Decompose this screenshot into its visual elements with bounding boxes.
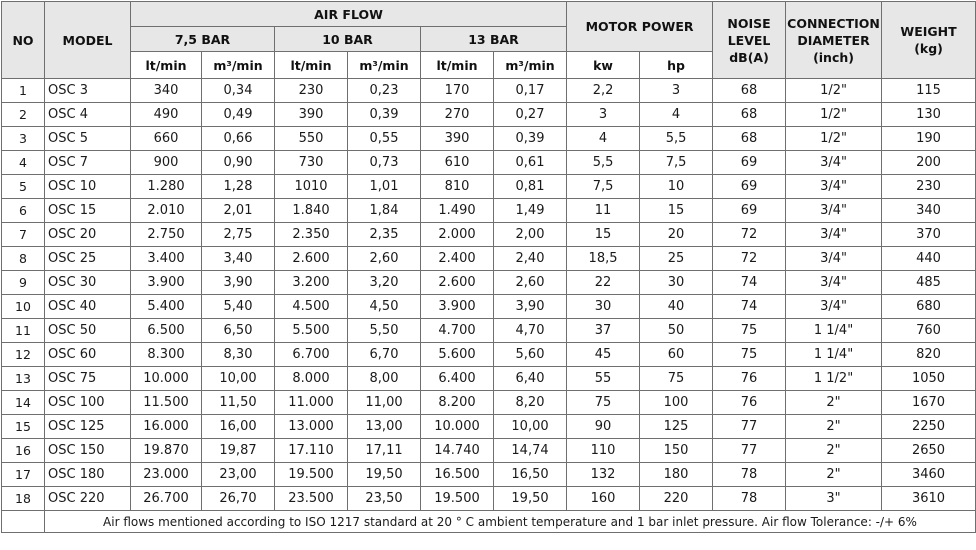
model-name-cell: OSC 150 <box>45 439 131 463</box>
weight-kg-cell: 230 <box>882 175 976 199</box>
flow-13-lt-min-cell: 4.700 <box>421 319 494 343</box>
connection-diameter-cell: 3/4" <box>786 271 882 295</box>
flow-10-lt-min-cell: 11.000 <box>275 391 348 415</box>
noise-level-cell: 74 <box>713 295 786 319</box>
flow-13-lt-min-cell: 3.900 <box>421 295 494 319</box>
flow-7-5-lt-min-cell: 6.500 <box>131 319 202 343</box>
flow-7-5-m3-min-cell: 23,00 <box>202 463 275 487</box>
motor-hp-cell: 100 <box>640 391 713 415</box>
unit-header: m³/min <box>202 52 275 79</box>
model-name-cell: OSC 50 <box>45 319 131 343</box>
flow-10-m3-min-cell: 8,00 <box>348 367 421 391</box>
flow-13-lt-min-cell: 16.500 <box>421 463 494 487</box>
motor-hp-cell: 7,5 <box>640 151 713 175</box>
table-row <box>2 343 976 367</box>
flow-10-m3-min-cell: 1,84 <box>348 199 421 223</box>
model-name-cell: OSC 125 <box>45 415 131 439</box>
flow-10-lt-min-cell: 5.500 <box>275 319 348 343</box>
flow-10-m3-min-cell: 1,01 <box>348 175 421 199</box>
table-row <box>2 439 976 463</box>
row-number-cell: 3 <box>2 127 45 151</box>
motor-hp-cell: 40 <box>640 295 713 319</box>
flow-10-lt-min-cell: 390 <box>275 103 348 127</box>
flow-7-5-m3-min-cell: 2,75 <box>202 223 275 247</box>
row-number-cell: 16 <box>2 439 45 463</box>
row-number-cell: 18 <box>2 487 45 511</box>
noise-level-cell: 78 <box>713 487 786 511</box>
flow-7-5-m3-min-cell: 0,90 <box>202 151 275 175</box>
flow-13-lt-min-cell: 19.500 <box>421 487 494 511</box>
motor-hp-cell: 25 <box>640 247 713 271</box>
motor-kw-cell: 45 <box>567 343 640 367</box>
flow-7-5-lt-min-cell: 11.500 <box>131 391 202 415</box>
connection-diameter-cell: 1 1/4" <box>786 343 882 367</box>
flow-13-m3-min-cell: 1,49 <box>494 199 567 223</box>
weight-kg-cell: 190 <box>882 127 976 151</box>
flow-13-m3-min-cell: 10,00 <box>494 415 567 439</box>
flow-7-5-lt-min-cell: 23.000 <box>131 463 202 487</box>
weight-kg-cell: 820 <box>882 343 976 367</box>
model-name-cell: OSC 7 <box>45 151 131 175</box>
flow-13-m3-min-cell: 6,40 <box>494 367 567 391</box>
flow-7-5-lt-min-cell: 5.400 <box>131 295 202 319</box>
flow-7-5-m3-min-cell: 3,40 <box>202 247 275 271</box>
motor-kw-cell: 15 <box>567 223 640 247</box>
connection-diameter-cell: 2" <box>786 415 882 439</box>
header-connection-diameter <box>786 2 882 79</box>
row-number-cell: 14 <box>2 391 45 415</box>
noise-level-cell: 68 <box>713 79 786 103</box>
flow-7-5-lt-min-cell: 2.010 <box>131 199 202 223</box>
motor-kw-cell: 4 <box>567 127 640 151</box>
noise-level-cell: 78 <box>713 463 786 487</box>
motor-hp-cell: 20 <box>640 223 713 247</box>
row-number-cell: 15 <box>2 415 45 439</box>
model-name-cell: OSC 20 <box>45 223 131 247</box>
flow-7-5-lt-min-cell: 10.000 <box>131 367 202 391</box>
flow-13-m3-min-cell: 4,70 <box>494 319 567 343</box>
connection-diameter-cell: 1/2" <box>786 127 882 151</box>
table-row <box>2 103 976 127</box>
flow-7-5-lt-min-cell: 900 <box>131 151 202 175</box>
connection-diameter-cell: 3/4" <box>786 247 882 271</box>
header-motor-power: MOTOR POWER <box>567 2 713 52</box>
motor-hp-cell: 4 <box>640 103 713 127</box>
flow-7-5-m3-min-cell: 10,00 <box>202 367 275 391</box>
flow-10-m3-min-cell: 0,23 <box>348 79 421 103</box>
motor-hp-cell: 150 <box>640 439 713 463</box>
motor-kw-cell: 22 <box>567 271 640 295</box>
flow-10-lt-min-cell: 2.600 <box>275 247 348 271</box>
motor-hp-cell: 60 <box>640 343 713 367</box>
flow-7-5-lt-min-cell: 1.280 <box>131 175 202 199</box>
flow-10-m3-min-cell: 0,55 <box>348 127 421 151</box>
connection-diameter-cell: 3/4" <box>786 175 882 199</box>
noise-level-cell: 76 <box>713 391 786 415</box>
flow-10-lt-min-cell: 19.500 <box>275 463 348 487</box>
weight-kg-cell: 680 <box>882 295 976 319</box>
flow-10-m3-min-cell: 23,50 <box>348 487 421 511</box>
flow-7-5-m3-min-cell: 2,01 <box>202 199 275 223</box>
weight-kg-cell: 370 <box>882 223 976 247</box>
flow-7-5-m3-min-cell: 26,70 <box>202 487 275 511</box>
weight-kg-cell: 2250 <box>882 415 976 439</box>
motor-kw-cell: 90 <box>567 415 640 439</box>
motor-kw-cell: 5,5 <box>567 151 640 175</box>
header-noise-level <box>713 2 786 79</box>
header-noise-line: NOISE <box>727 15 771 31</box>
flow-7-5-lt-min-cell: 3.400 <box>131 247 202 271</box>
flow-10-lt-min-cell: 730 <box>275 151 348 175</box>
table-row <box>2 463 976 487</box>
flow-10-lt-min-cell: 1.840 <box>275 199 348 223</box>
connection-diameter-cell: 3/4" <box>786 151 882 175</box>
model-name-cell: OSC 4 <box>45 103 131 127</box>
noise-level-cell: 74 <box>713 271 786 295</box>
flow-10-m3-min-cell: 0,39 <box>348 103 421 127</box>
motor-kw-cell: 7,5 <box>567 175 640 199</box>
flow-10-lt-min-cell: 6.700 <box>275 343 348 367</box>
flow-13-m3-min-cell: 0,61 <box>494 151 567 175</box>
connection-diameter-cell: 3/4" <box>786 199 882 223</box>
flow-13-m3-min-cell: 2,00 <box>494 223 567 247</box>
motor-kw-cell: 37 <box>567 319 640 343</box>
header-model: MODEL <box>45 2 131 79</box>
flow-13-m3-min-cell: 0,27 <box>494 103 567 127</box>
flow-10-lt-min-cell: 1010 <box>275 175 348 199</box>
flow-13-m3-min-cell: 0,81 <box>494 175 567 199</box>
motor-hp-cell: 15 <box>640 199 713 223</box>
model-name-cell: OSC 75 <box>45 367 131 391</box>
compressor-spec-table <box>1 1 976 533</box>
connection-diameter-cell: 3/4" <box>786 223 882 247</box>
noise-level-cell: 68 <box>713 103 786 127</box>
header-pressure-10: 10 BAR <box>275 27 421 52</box>
unit-header: lt/min <box>275 52 348 79</box>
motor-kw-cell: 132 <box>567 463 640 487</box>
unit-header: hp <box>640 52 713 79</box>
connection-diameter-cell: 2" <box>786 391 882 415</box>
connection-diameter-cell: 3" <box>786 487 882 511</box>
flow-10-m3-min-cell: 4,50 <box>348 295 421 319</box>
weight-kg-cell: 3610 <box>882 487 976 511</box>
connection-diameter-cell: 2" <box>786 463 882 487</box>
footnote-blank-cell <box>2 511 45 533</box>
table-body <box>2 79 976 511</box>
row-number-cell: 17 <box>2 463 45 487</box>
motor-kw-cell: 2,2 <box>567 79 640 103</box>
table-row <box>2 199 976 223</box>
motor-hp-cell: 180 <box>640 463 713 487</box>
model-name-cell: OSC 220 <box>45 487 131 511</box>
flow-10-m3-min-cell: 0,73 <box>348 151 421 175</box>
flow-7-5-lt-min-cell: 16.000 <box>131 415 202 439</box>
row-number-cell: 2 <box>2 103 45 127</box>
motor-hp-cell: 30 <box>640 271 713 295</box>
motor-kw-cell: 18,5 <box>567 247 640 271</box>
motor-hp-cell: 125 <box>640 415 713 439</box>
flow-10-m3-min-cell: 17,11 <box>348 439 421 463</box>
flow-7-5-lt-min-cell: 490 <box>131 103 202 127</box>
row-number-cell: 9 <box>2 271 45 295</box>
model-name-cell: OSC 40 <box>45 295 131 319</box>
flow-10-m3-min-cell: 3,20 <box>348 271 421 295</box>
flow-13-m3-min-cell: 0,39 <box>494 127 567 151</box>
unit-header: lt/min <box>421 52 494 79</box>
motor-kw-cell: 55 <box>567 367 640 391</box>
flow-10-lt-min-cell: 550 <box>275 127 348 151</box>
model-name-cell: OSC 10 <box>45 175 131 199</box>
table-row <box>2 175 976 199</box>
flow-10-lt-min-cell: 8.000 <box>275 367 348 391</box>
flow-7-5-lt-min-cell: 3.900 <box>131 271 202 295</box>
flow-13-m3-min-cell: 2,60 <box>494 271 567 295</box>
flow-13-lt-min-cell: 2.600 <box>421 271 494 295</box>
connection-diameter-cell: 2" <box>786 439 882 463</box>
flow-13-m3-min-cell: 2,40 <box>494 247 567 271</box>
row-number-cell: 8 <box>2 247 45 271</box>
flow-13-lt-min-cell: 2.000 <box>421 223 494 247</box>
row-number-cell: 12 <box>2 343 45 367</box>
flow-7-5-lt-min-cell: 26.700 <box>131 487 202 511</box>
motor-kw-cell: 110 <box>567 439 640 463</box>
noise-level-cell: 75 <box>713 319 786 343</box>
flow-13-m3-min-cell: 5,60 <box>494 343 567 367</box>
model-name-cell: OSC 30 <box>45 271 131 295</box>
motor-kw-cell: 75 <box>567 391 640 415</box>
table-row <box>2 271 976 295</box>
weight-kg-cell: 130 <box>882 103 976 127</box>
header-weight-line: WEIGHT <box>900 24 957 39</box>
model-name-cell: OSC 60 <box>45 343 131 367</box>
flow-10-m3-min-cell: 13,00 <box>348 415 421 439</box>
connection-diameter-cell: 1/2" <box>786 103 882 127</box>
flow-10-lt-min-cell: 13.000 <box>275 415 348 439</box>
flow-10-lt-min-cell: 230 <box>275 79 348 103</box>
table-row <box>2 295 976 319</box>
unit-header: m³/min <box>348 52 421 79</box>
row-number-cell: 4 <box>2 151 45 175</box>
flow-7-5-m3-min-cell: 0,66 <box>202 127 275 151</box>
header-air-flow: AIR FLOW <box>131 2 567 27</box>
table-row <box>2 127 976 151</box>
weight-kg-cell: 760 <box>882 319 976 343</box>
row-number-cell: 11 <box>2 319 45 343</box>
flow-10-m3-min-cell: 2,35 <box>348 223 421 247</box>
flow-7-5-m3-min-cell: 0,34 <box>202 79 275 103</box>
flow-13-lt-min-cell: 270 <box>421 103 494 127</box>
model-name-cell: OSC 180 <box>45 463 131 487</box>
flow-10-m3-min-cell: 11,00 <box>348 391 421 415</box>
flow-13-lt-min-cell: 170 <box>421 79 494 103</box>
motor-hp-cell: 3 <box>640 79 713 103</box>
flow-13-m3-min-cell: 16,50 <box>494 463 567 487</box>
weight-kg-cell: 2650 <box>882 439 976 463</box>
flow-7-5-m3-min-cell: 16,00 <box>202 415 275 439</box>
row-number-cell: 5 <box>2 175 45 199</box>
weight-kg-cell: 485 <box>882 271 976 295</box>
noise-level-cell: 76 <box>713 367 786 391</box>
flow-13-m3-min-cell: 19,50 <box>494 487 567 511</box>
noise-level-cell: 69 <box>713 199 786 223</box>
table-row <box>2 487 976 511</box>
weight-kg-cell: 1670 <box>882 391 976 415</box>
flow-13-lt-min-cell: 1.490 <box>421 199 494 223</box>
motor-hp-cell: 10 <box>640 175 713 199</box>
row-number-cell: 13 <box>2 367 45 391</box>
weight-kg-cell: 440 <box>882 247 976 271</box>
flow-13-lt-min-cell: 610 <box>421 151 494 175</box>
connection-diameter-cell: 1/2" <box>786 79 882 103</box>
flow-7-5-m3-min-cell: 5,40 <box>202 295 275 319</box>
table-row <box>2 79 976 103</box>
flow-7-5-lt-min-cell: 19.870 <box>131 439 202 463</box>
flow-13-lt-min-cell: 5.600 <box>421 343 494 367</box>
table-row <box>2 367 976 391</box>
flow-13-lt-min-cell: 390 <box>421 127 494 151</box>
unit-header: kw <box>567 52 640 79</box>
noise-level-cell: 72 <box>713 223 786 247</box>
header-connection-line: (inch) <box>813 49 854 65</box>
flow-13-lt-min-cell: 6.400 <box>421 367 494 391</box>
table-row <box>2 319 976 343</box>
flow-7-5-m3-min-cell: 11,50 <box>202 391 275 415</box>
table-row <box>2 247 976 271</box>
flow-13-lt-min-cell: 8.200 <box>421 391 494 415</box>
weight-kg-cell: 115 <box>882 79 976 103</box>
table-row <box>2 151 976 175</box>
header-pressure-13: 13 BAR <box>421 27 567 52</box>
noise-level-cell: 77 <box>713 439 786 463</box>
weight-kg-cell: 1050 <box>882 367 976 391</box>
flow-7-5-m3-min-cell: 0,49 <box>202 103 275 127</box>
motor-hp-cell: 5,5 <box>640 127 713 151</box>
flow-7-5-m3-min-cell: 1,28 <box>202 175 275 199</box>
header-noise-line: LEVEL <box>727 32 771 48</box>
table-row <box>2 223 976 247</box>
row-number-cell: 1 <box>2 79 45 103</box>
noise-level-cell: 68 <box>713 127 786 151</box>
flow-13-lt-min-cell: 2.400 <box>421 247 494 271</box>
flow-10-m3-min-cell: 19,50 <box>348 463 421 487</box>
flow-10-lt-min-cell: 23.500 <box>275 487 348 511</box>
motor-hp-cell: 75 <box>640 367 713 391</box>
motor-kw-cell: 11 <box>567 199 640 223</box>
flow-13-m3-min-cell: 3,90 <box>494 295 567 319</box>
model-name-cell: OSC 25 <box>45 247 131 271</box>
row-number-cell: 10 <box>2 295 45 319</box>
connection-diameter-cell: 3/4" <box>786 295 882 319</box>
header-noise-line: dB(A) <box>729 49 769 65</box>
noise-level-cell: 69 <box>713 151 786 175</box>
flow-13-lt-min-cell: 10.000 <box>421 415 494 439</box>
flow-7-5-lt-min-cell: 340 <box>131 79 202 103</box>
flow-10-lt-min-cell: 2.350 <box>275 223 348 247</box>
flow-13-m3-min-cell: 8,20 <box>494 391 567 415</box>
motor-kw-cell: 160 <box>567 487 640 511</box>
flow-7-5-m3-min-cell: 6,50 <box>202 319 275 343</box>
model-name-cell: OSC 15 <box>45 199 131 223</box>
flow-7-5-m3-min-cell: 19,87 <box>202 439 275 463</box>
weight-kg-cell: 3460 <box>882 463 976 487</box>
flow-7-5-m3-min-cell: 8,30 <box>202 343 275 367</box>
table-row <box>2 391 976 415</box>
weight-kg-cell: 200 <box>882 151 976 175</box>
flow-7-5-m3-min-cell: 3,90 <box>202 271 275 295</box>
noise-level-cell: 75 <box>713 343 786 367</box>
noise-level-cell: 72 <box>713 247 786 271</box>
motor-kw-cell: 30 <box>567 295 640 319</box>
table-row <box>2 415 976 439</box>
weight-kg-cell: 340 <box>882 199 976 223</box>
motor-hp-cell: 220 <box>640 487 713 511</box>
flow-13-lt-min-cell: 14.740 <box>421 439 494 463</box>
flow-7-5-lt-min-cell: 8.300 <box>131 343 202 367</box>
flow-13-lt-min-cell: 810 <box>421 175 494 199</box>
header-connection-line: DIAMETER <box>797 32 870 48</box>
connection-diameter-cell: 1 1/4" <box>786 319 882 343</box>
model-name-cell: OSC 5 <box>45 127 131 151</box>
model-name-cell: OSC 3 <box>45 79 131 103</box>
footnote: Air flows mentioned according to ISO 1217 standard at 20 ° C ambient temperature and 1 bar inlet pressure. Air flow Tolerance: -/+ 6% <box>45 511 976 533</box>
header-weight-line: (kg) <box>914 41 943 56</box>
flow-10-lt-min-cell: 17.110 <box>275 439 348 463</box>
flow-7-5-lt-min-cell: 660 <box>131 127 202 151</box>
header-no: NO <box>2 2 45 79</box>
flow-10-lt-min-cell: 3.200 <box>275 271 348 295</box>
model-name-cell: OSC 100 <box>45 391 131 415</box>
flow-13-m3-min-cell: 14,74 <box>494 439 567 463</box>
flow-10-m3-min-cell: 6,70 <box>348 343 421 367</box>
noise-level-cell: 69 <box>713 175 786 199</box>
noise-level-cell: 77 <box>713 415 786 439</box>
unit-header: lt/min <box>131 52 202 79</box>
header-weight <box>882 2 976 79</box>
motor-kw-cell: 3 <box>567 103 640 127</box>
flow-10-m3-min-cell: 2,60 <box>348 247 421 271</box>
connection-diameter-cell: 1 1/2" <box>786 367 882 391</box>
flow-10-m3-min-cell: 5,50 <box>348 319 421 343</box>
row-number-cell: 7 <box>2 223 45 247</box>
header-connection-line: CONNECTION <box>787 15 880 31</box>
flow-7-5-lt-min-cell: 2.750 <box>131 223 202 247</box>
flow-10-lt-min-cell: 4.500 <box>275 295 348 319</box>
unit-header: m³/min <box>494 52 567 79</box>
row-number-cell: 6 <box>2 199 45 223</box>
motor-hp-cell: 50 <box>640 319 713 343</box>
flow-13-m3-min-cell: 0,17 <box>494 79 567 103</box>
header-pressure-7-5: 7,5 BAR <box>131 27 275 52</box>
